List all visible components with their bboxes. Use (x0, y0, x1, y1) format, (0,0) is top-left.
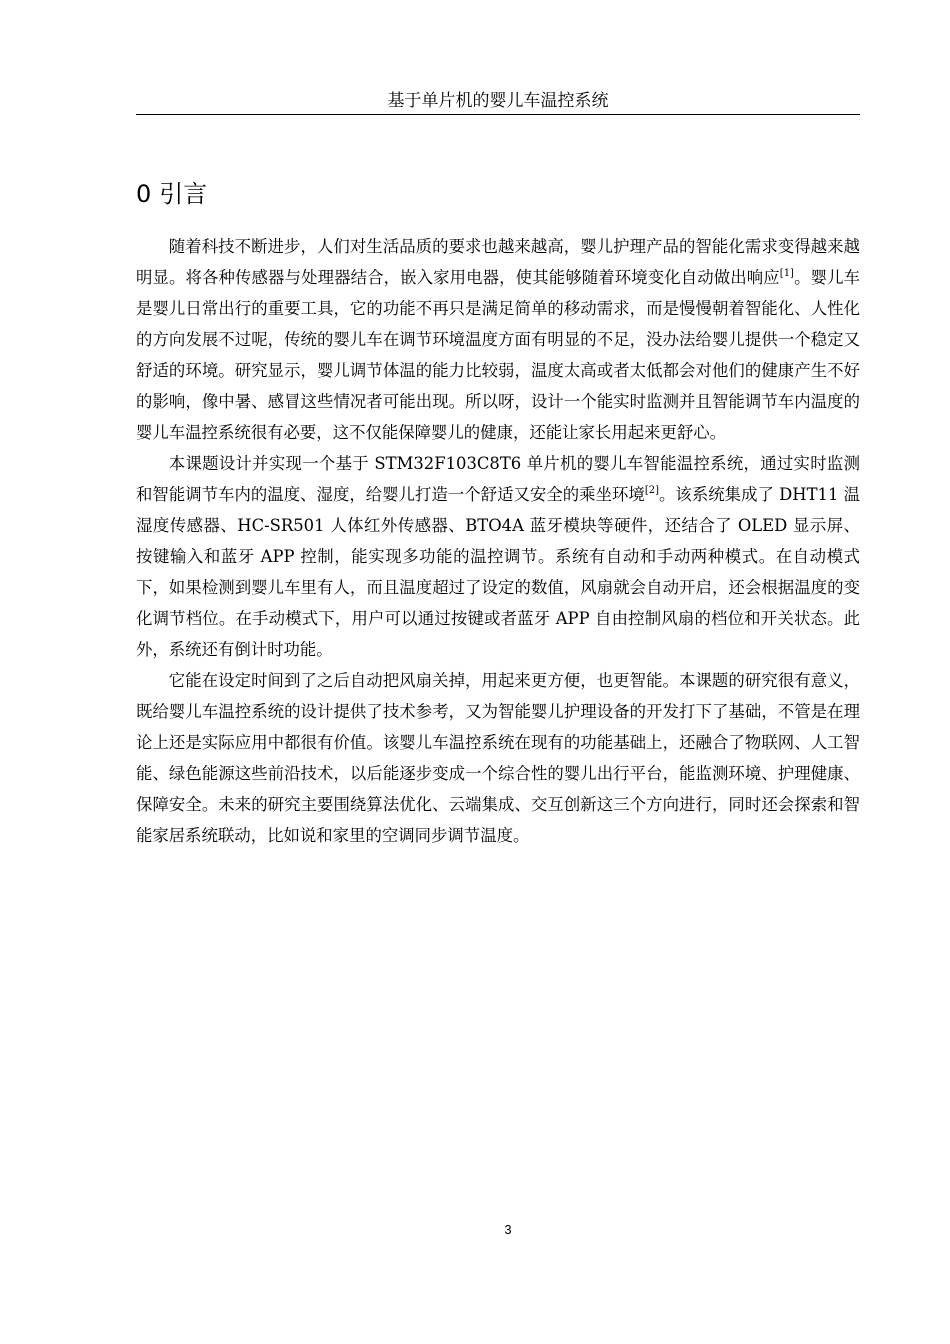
paragraph-text: 。婴儿车是婴儿日常出行的重要工具，它的功能不再只是满足简单的移动需求，而是慢慢朝着智能化、人性化的方向发展不过呢，传统的婴儿车在调节环境温度方面有明显的不足，没办法给婴儿提供一个稳定又舒适的环境。研究显示，婴儿调节体温的能力比较弱，温度太高或者太低都会对他们的健康产生不好的影响，像中暑、感冒这些情况者可能出现。所以呀，设计一个能实时监测并且智能调节车内温度的婴儿车温控系统很有必要，这不仅能保障婴儿的健康，还能让家长用起来更舒心。 (136, 268, 860, 442)
paragraph-text: 本课题设计并实现一个基于 STM32F103C8T6 单片机的婴儿车智能温控系统，通过实时监测和智能调节车内的温度、湿度，给婴儿打造一个舒适又安全的乘坐环境 (136, 454, 860, 504)
paragraph-1 (136, 231, 860, 448)
body-text (136, 231, 860, 851)
running-header: 基于单片机的婴儿车温控系统 (387, 91, 609, 111)
paragraph-2 (136, 448, 860, 665)
page-number: 3 (504, 1222, 512, 1237)
paragraph-text: 。该系统集成了 DHT11 温湿度传感器、HC-SR501 人体红外传感器、BTO4A 蓝牙模块等硬件，还结合了 OLED 显示屏、按键输入和蓝牙 APP 控制，能实现多功能的温控调节。系统有自动和手动两种模式。在自动模式下，如果检测到婴儿车里有人，而且温度超过了设定的数值，风扇就会自动开启，还会根据温度的变化调节档位。在手动模式下，用户可以通过按键或者蓝牙 APP 自由控制风扇的档位和开关状态。此外，系统还有倒计时功能。 (136, 485, 860, 659)
citation[interactable]: [1] (779, 268, 794, 279)
paragraph-text: 它能在设定时间到了之后自动把风扇关掉，用起来更方便，也更智能。本课题的研究很有意义，既给婴儿车温控系统的设计提供了技术参考，又为智能婴儿护理设备的开发打下了基础，不管是在理论上还是实际应用中都很有价值。该婴儿车温控系统在现有的功能基础上，还融合了物联网、人工智能、绿色能源这些前沿技术，以后能逐步变成一个综合性的婴儿出行平台，能监测环境、护理健康、保障安全。未来的研究主要围绕算法优化、云端集成、交互创新这三个方向进行，同时还会探索和智能家居系统联动，比如说和家里的空调同步调节温度。 (136, 671, 860, 845)
section-heading (136, 177, 207, 211)
section-number: 0 (136, 180, 152, 208)
paragraph-text: 随着科技不断进步，人们对生活品质的要求也越来越高，婴儿护理产品的智能化需求变得越来越明显。将各种传感器与处理器结合，嵌入家用电器，使其能够随着环境变化自动做出响应 (136, 237, 860, 287)
section-title: 引言 (159, 180, 208, 208)
paragraph-3 (136, 665, 860, 851)
header-rule (136, 114, 860, 115)
citation[interactable]: [2] (644, 485, 659, 496)
